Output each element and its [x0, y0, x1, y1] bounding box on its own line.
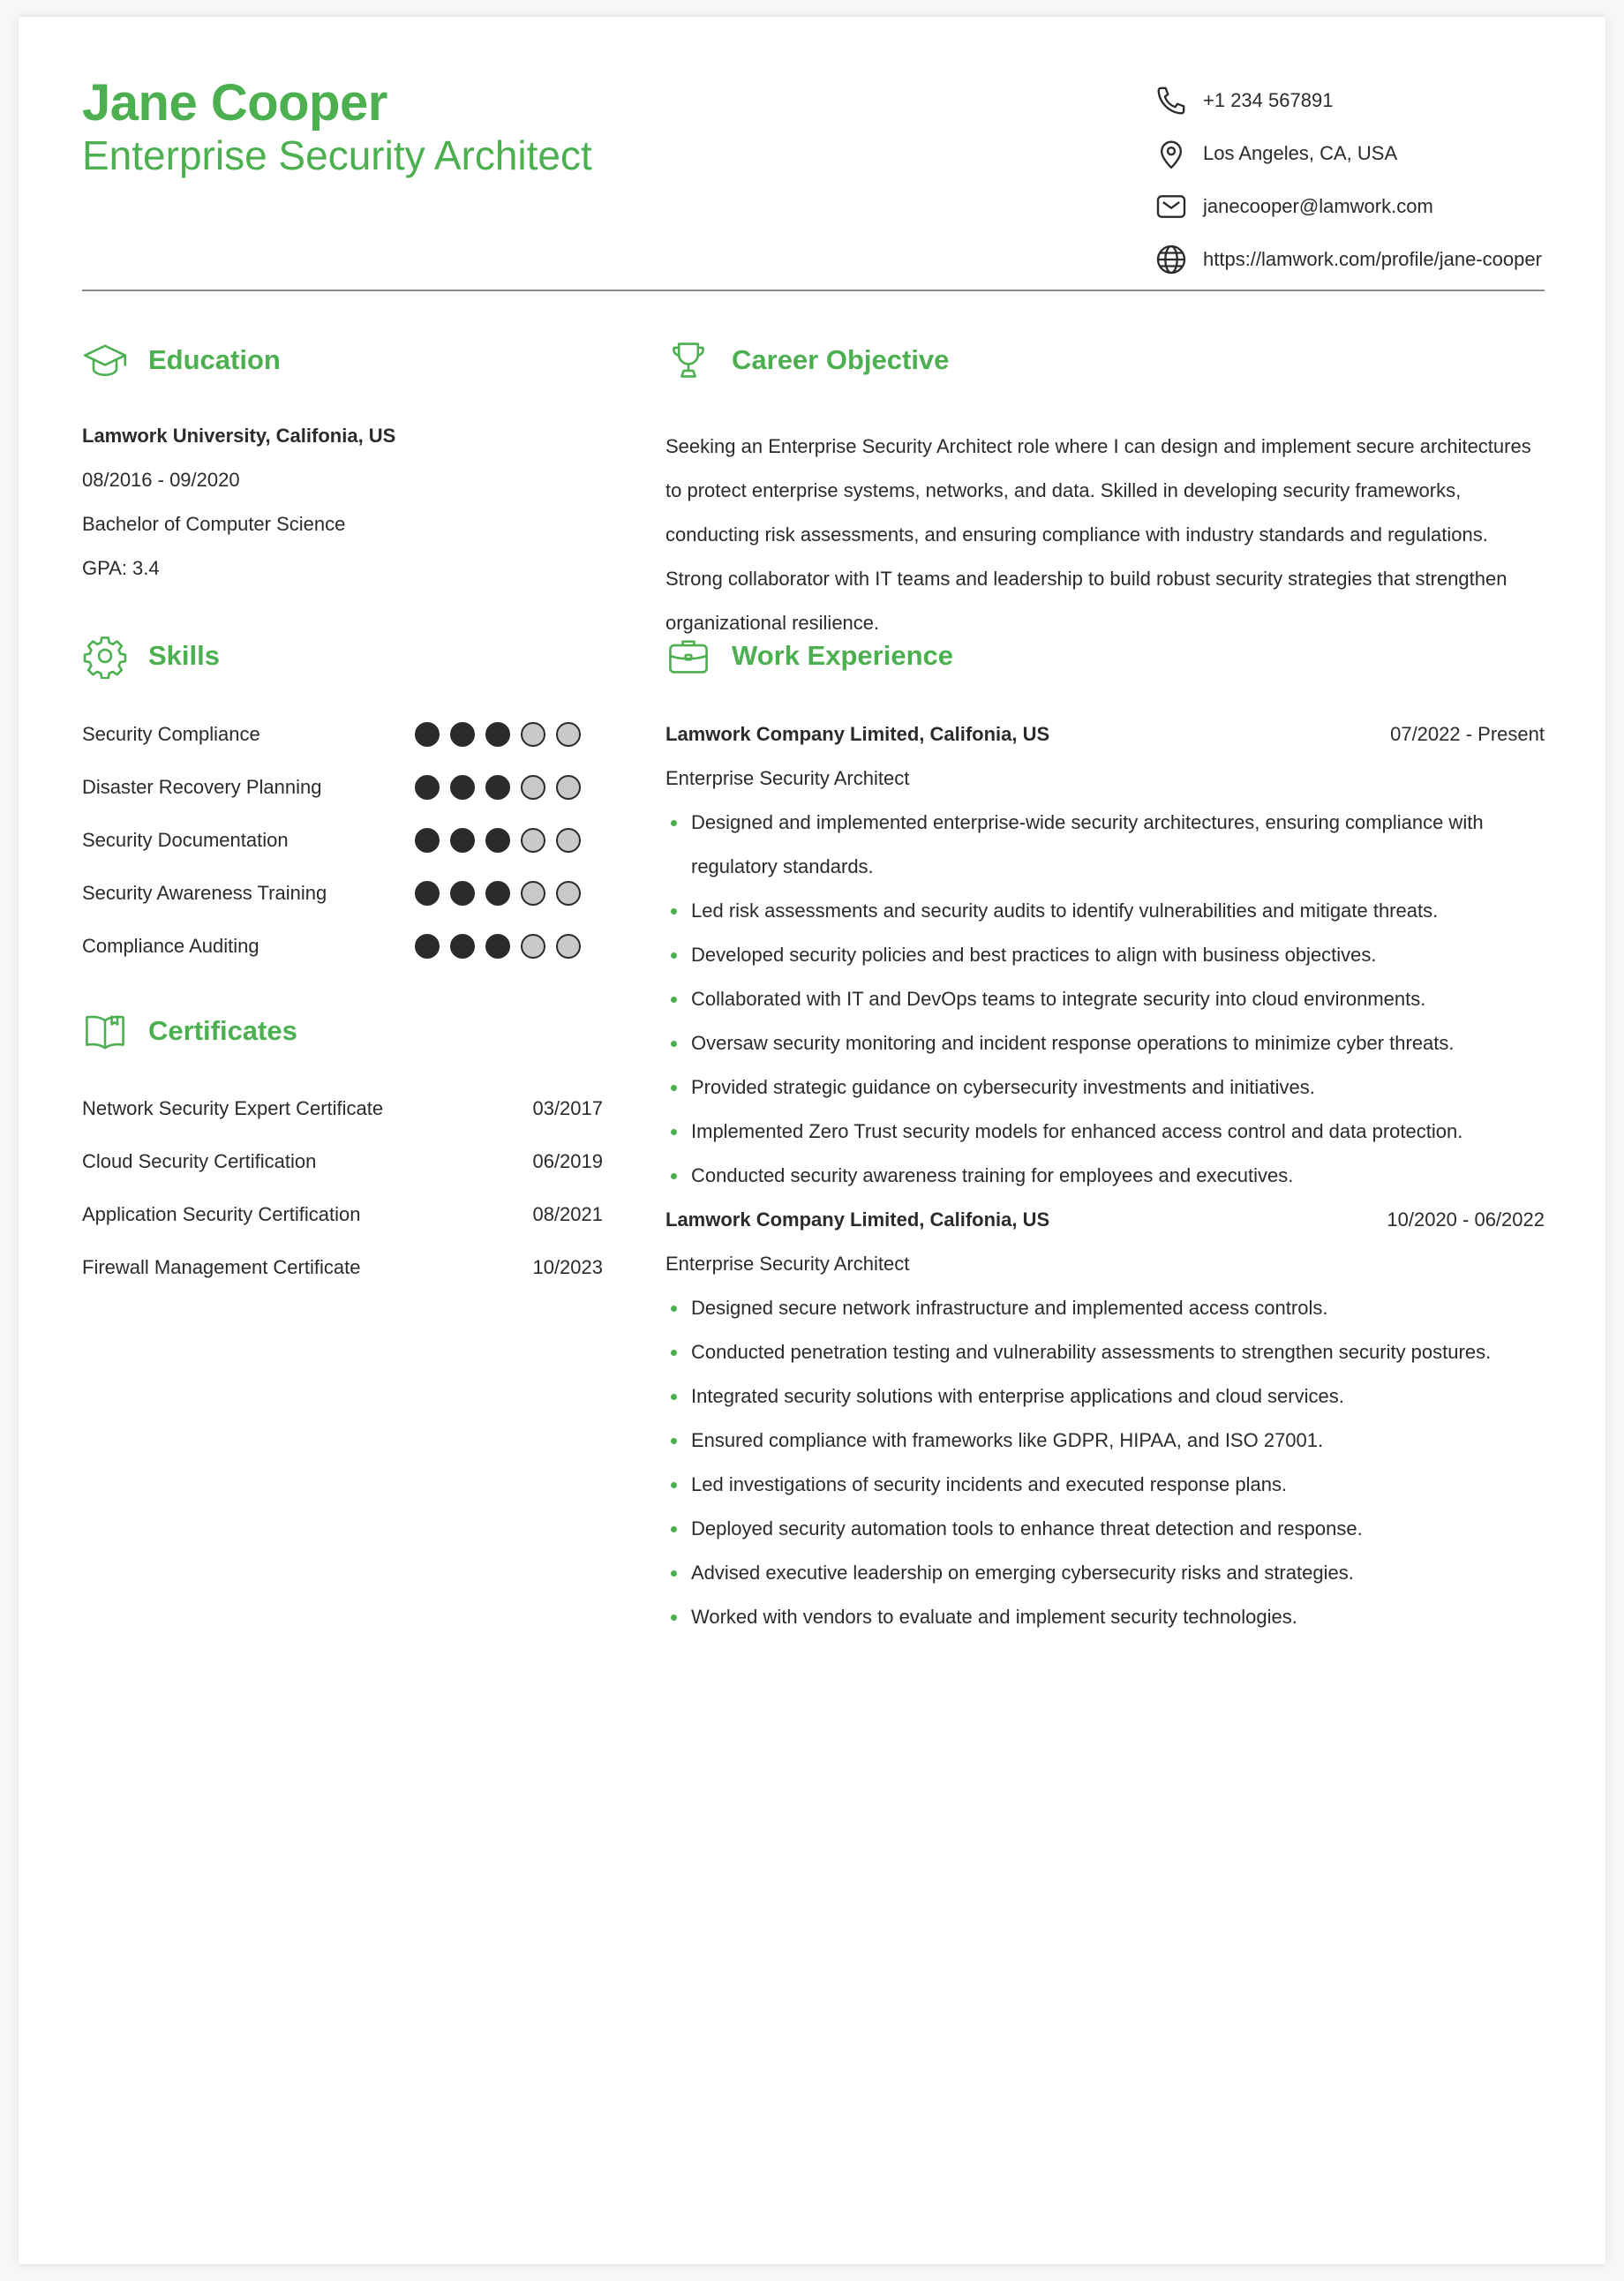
- header-divider: [82, 290, 1545, 291]
- bullet-item: Provided strategic guidance on cybersecurity investments and initiatives.: [665, 1065, 1513, 1110]
- job-header: [665, 1198, 1545, 1242]
- job-entry: [665, 1198, 1545, 1639]
- bullet-item: Implemented Zero Trust security models for enhanced access control and data protection.: [665, 1110, 1513, 1154]
- rating-dot: [521, 881, 545, 906]
- globe-icon: [1154, 242, 1189, 277]
- contact-website-text: https://lamwork.com/profile/jane-cooper: [1203, 248, 1542, 270]
- contact-location-text: Los Angeles, CA, USA: [1203, 142, 1398, 164]
- rating-dot: [450, 828, 475, 853]
- open-book-icon: [82, 1008, 128, 1054]
- education-degree: Bachelor of Computer Science: [82, 513, 346, 535]
- rating-dot: [450, 722, 475, 747]
- candidate-title: Enterprise Security Architect: [82, 132, 592, 178]
- skill-rating: [415, 775, 581, 800]
- rating-dot: [556, 775, 581, 800]
- rating-dot: [450, 775, 475, 800]
- certificate-date: 06/2019: [532, 1150, 603, 1172]
- bullet-item: Collaborated with IT and DevOps teams to integrate security into cloud environments.: [665, 977, 1513, 1021]
- contact-phone[interactable]: [1154, 83, 1333, 118]
- gear-icon: [82, 633, 128, 679]
- rating-dot: [450, 881, 475, 906]
- resume-page: [19, 17, 1605, 2264]
- rating-dot: [556, 881, 581, 906]
- bullet-item: Integrated security solutions with enterprise applications and cloud services.: [665, 1374, 1513, 1419]
- bullet-item: Ensured compliance with frameworks like GDPR, HIPAA, and ISO 27001.: [665, 1419, 1513, 1463]
- rating-dot: [556, 722, 581, 747]
- contact-website[interactable]: [1154, 242, 1542, 277]
- location-pin-icon: [1154, 136, 1189, 171]
- contact-email[interactable]: [1154, 189, 1433, 224]
- skill-name: Security Documentation: [82, 829, 289, 851]
- objective-heading: Career Objective: [665, 338, 949, 382]
- contact-email-text: janecooper@lamwork.com: [1203, 195, 1433, 217]
- job-role: Enterprise Security Architect: [665, 767, 910, 789]
- job-bullets: [665, 1286, 1513, 1639]
- contact-location: [1154, 136, 1397, 171]
- certificates-heading: Certificates: [82, 1009, 297, 1053]
- trophy-icon: [665, 337, 711, 383]
- certificate-date: 08/2021: [532, 1203, 603, 1225]
- mail-icon: [1154, 189, 1189, 224]
- skills-heading: Skills: [82, 634, 220, 678]
- skill-name: Compliance Auditing: [82, 935, 259, 957]
- skill-name: Disaster Recovery Planning: [82, 776, 322, 798]
- rating-dot: [556, 828, 581, 853]
- bullet-item: Led risk assessments and security audits to identify vulnerabilities and mitigate threats.: [665, 889, 1513, 933]
- rating-dot: [450, 934, 475, 959]
- rating-dot: [521, 722, 545, 747]
- bullet-item: Led investigations of security incidents and executed response plans.: [665, 1463, 1513, 1507]
- rating-dot: [485, 881, 510, 906]
- rating-dot: [521, 934, 545, 959]
- education-gpa: GPA: 3.4: [82, 557, 160, 579]
- graduation-cap-icon: [82, 337, 128, 383]
- job-entry: [665, 712, 1545, 1198]
- certificate-name: Firewall Management Certificate: [82, 1256, 361, 1278]
- rating-dot: [556, 934, 581, 959]
- skill-name: Security Awareness Training: [82, 882, 327, 904]
- rating-dot: [521, 828, 545, 853]
- rating-dot: [415, 881, 440, 906]
- bullet-item: Oversaw security monitoring and incident response operations to minimize cyber threats.: [665, 1021, 1513, 1065]
- rating-dot: [485, 934, 510, 959]
- job-company: Lamwork Company Limited, Califonia, US: [665, 723, 1050, 745]
- certificate-name: Application Security Certification: [82, 1203, 361, 1225]
- bullet-item: Developed security policies and best practices to align with business objectives.: [665, 933, 1513, 977]
- job-header: [665, 712, 1545, 757]
- rating-dot: [485, 828, 510, 853]
- skill-rating: [415, 934, 581, 959]
- bullet-item: Conducted security awareness training for employees and executives.: [665, 1154, 1513, 1198]
- skill-name: Security Compliance: [82, 723, 260, 745]
- bullet-item: Worked with vendors to evaluate and implement security technologies.: [665, 1595, 1513, 1639]
- rating-dot: [415, 722, 440, 747]
- education-school: Lamwork University, Califonia, US: [82, 425, 396, 447]
- bullet-item: Deployed security automation tools to enhance threat detection and response.: [665, 1507, 1513, 1551]
- certificate-date: 10/2023: [532, 1256, 603, 1278]
- skill-rating: [415, 881, 581, 906]
- job-role: Enterprise Security Architect: [665, 1253, 910, 1275]
- certificate-name: Network Security Expert Certificate: [82, 1097, 384, 1119]
- education-heading: Education: [82, 338, 281, 382]
- job-dates: 10/2020 - 06/2022: [1387, 1208, 1545, 1231]
- job-dates: 07/2022 - Present: [1390, 723, 1545, 745]
- certificate-name: Cloud Security Certification: [82, 1150, 317, 1172]
- rating-dot: [415, 828, 440, 853]
- bullet-item: Advised executive leadership on emerging cybersecurity risks and strategies.: [665, 1551, 1513, 1595]
- bullet-item: Conducted penetration testing and vulnerability assessments to strengthen security postures.: [665, 1330, 1513, 1374]
- briefcase-icon: [665, 633, 711, 679]
- rating-dot: [485, 722, 510, 747]
- candidate-name: Jane Cooper: [82, 74, 387, 132]
- rating-dot: [485, 775, 510, 800]
- bullet-item: Designed and implemented enterprise-wide security architectures, ensuring compliance with regulatory standards.: [665, 801, 1513, 889]
- job-bullets: [665, 801, 1513, 1198]
- rating-dot: [415, 775, 440, 800]
- experience-heading: Work Experience: [665, 634, 953, 678]
- experience-entries: [665, 712, 1545, 1639]
- certificate-date: 03/2017: [532, 1097, 603, 1119]
- education-dates: 08/2016 - 09/2020: [82, 469, 240, 491]
- rating-dot: [415, 934, 440, 959]
- phone-icon: [1154, 83, 1189, 118]
- objective-text: Seeking an Enterprise Security Architect role where I can design and implement secure architectures to protect enterprise systems, networks, and data. Skilled in developing security frameworks, conducting risk assessments, and ensuring compliance with industry standards and regulations. Strong collaborator with IT teams and leadership to build robust security strategies that strengthen organizational resilience.: [665, 435, 1531, 634]
- rating-dot: [521, 775, 545, 800]
- bullet-item: Designed secure network infrastructure and implemented access controls.: [665, 1286, 1513, 1330]
- job-company: Lamwork Company Limited, Califonia, US: [665, 1208, 1050, 1231]
- contact-phone-text: +1 234 567891: [1203, 89, 1334, 111]
- skill-rating: [415, 828, 581, 853]
- skill-rating: [415, 722, 581, 747]
